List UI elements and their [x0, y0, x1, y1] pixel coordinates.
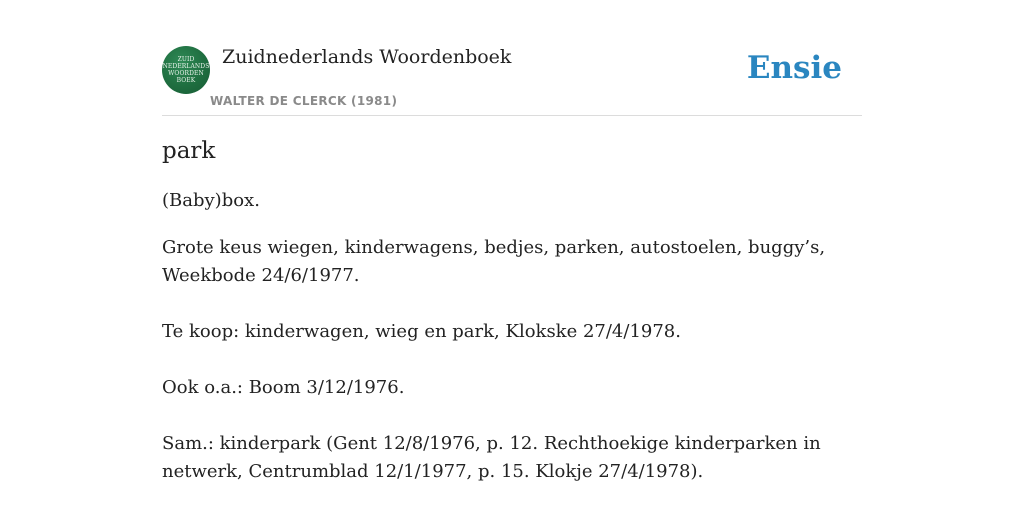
logo-line-2: NEDERLANDS	[162, 63, 210, 70]
logo-line-4: BOEK	[176, 77, 196, 84]
dictionary-author: WALTER DE CLERCK (1981)	[210, 94, 398, 108]
entry-headword: park	[162, 138, 216, 164]
ensie-brand-link[interactable]: Ensie	[746, 50, 842, 86]
entry-example: Ook o.a.: Boom 3/12/1976.	[162, 377, 405, 398]
entry-example: Sam.: kinderpark (Gent 12/8/1976, p. 12. Rechthoekige kinderparken in netwerk, Centrumblad 12/1/1977, p. 15. Klokje 27/4/1978).	[162, 433, 821, 482]
dictionary-entry	[162, 138, 862, 512]
dictionary-logo[interactable]	[162, 46, 210, 94]
logo-line-3: WOORDEN	[168, 70, 204, 77]
dictionary-header	[162, 0, 862, 116]
entry-example: Grote keus wiegen, kinderwagens, bedjes, parken, autostoelen, buggy’s, Weekbode 24/6/1977.	[162, 237, 826, 286]
entry-definition: (Baby)box.	[162, 190, 260, 211]
entry-example: Te koop: kinderwagen, wieg en park, Klokske 27/4/1978.	[162, 321, 681, 342]
dictionary-title[interactable]: Zuidnederlands Woordenboek	[222, 46, 512, 68]
page-container	[162, 0, 862, 482]
logo-line-1: ZUID	[177, 56, 195, 63]
